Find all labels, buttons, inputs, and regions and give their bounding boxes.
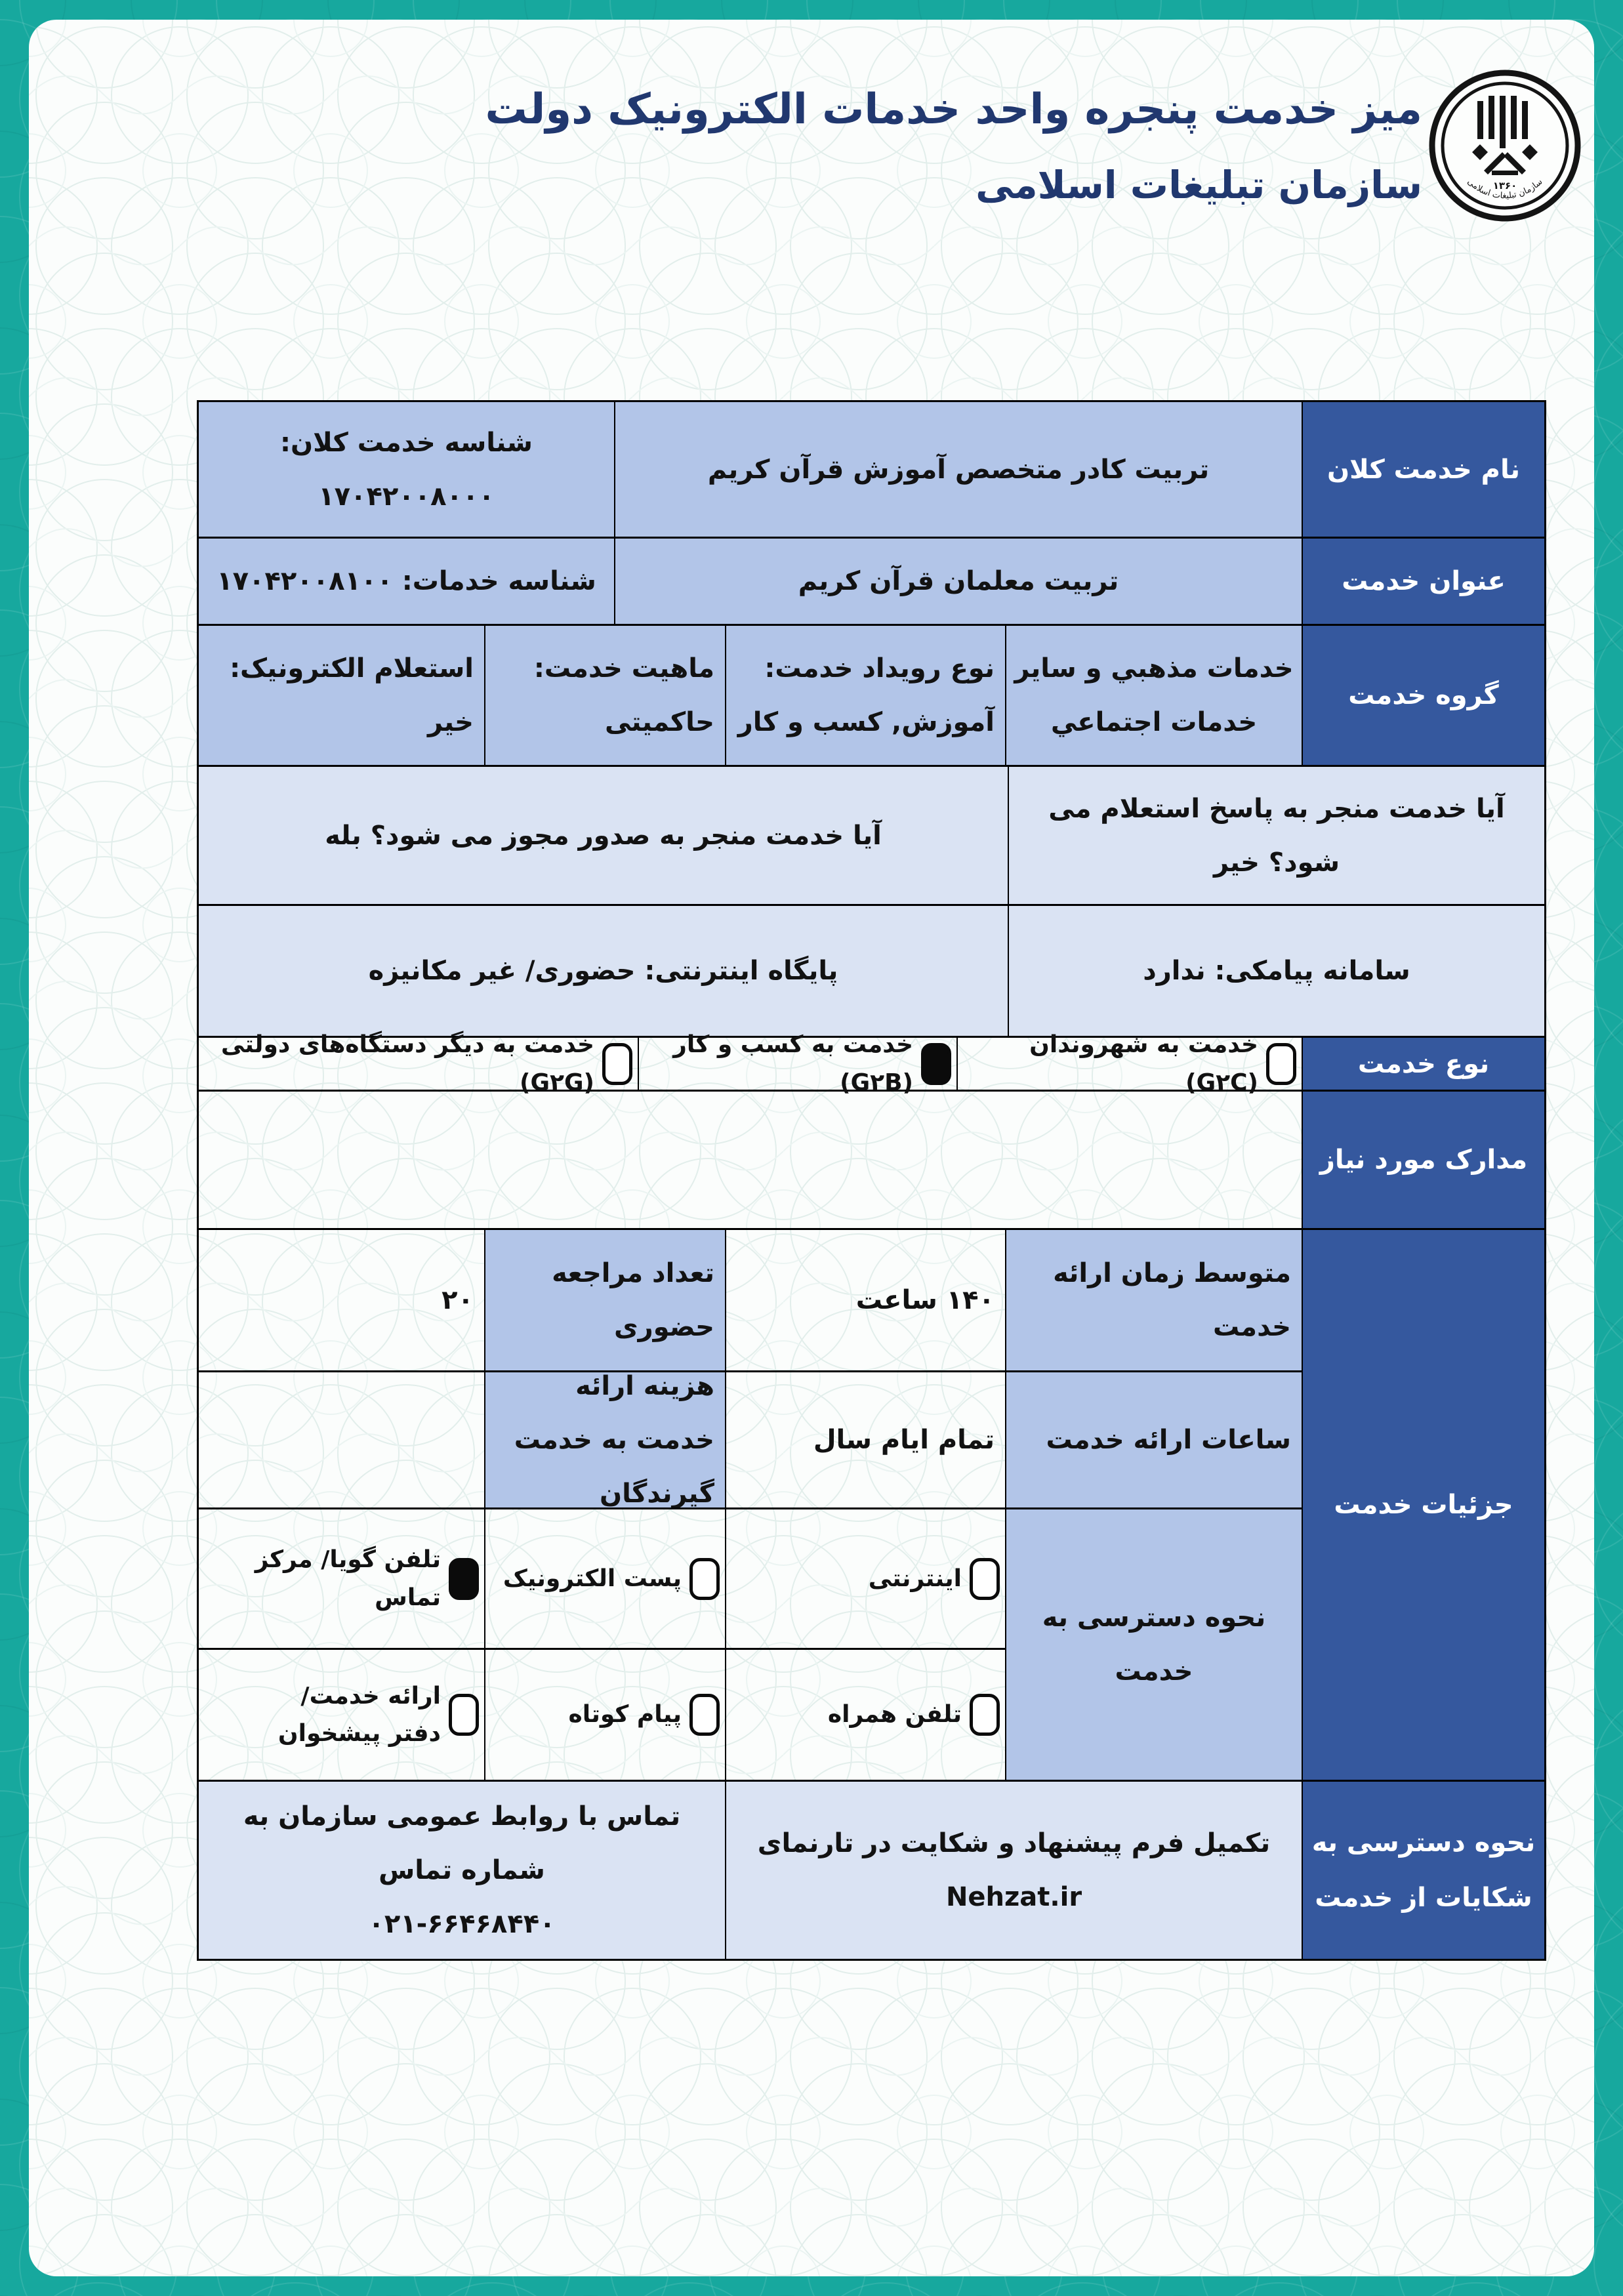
logo-year: ۱۳۶۰ (1492, 180, 1517, 192)
access-row-2 (199, 1648, 1005, 1780)
service-type-header: نوع خدمت (1302, 1038, 1544, 1090)
mobile-checkbox[interactable] (970, 1694, 1000, 1736)
service-details-body (199, 1230, 1302, 1780)
service-details-header: جزئیات خدمت (1302, 1230, 1544, 1780)
avg-time-label: متوسط زمان ارائه خدمت (1005, 1230, 1302, 1370)
service-nature-cell (484, 626, 725, 765)
logo-caption-text: سازمان تبلیغات اسلامی (1465, 176, 1545, 201)
event-type-cell (725, 626, 1005, 765)
channel-email (484, 1509, 725, 1648)
g2c-checkbox[interactable] (1266, 1043, 1296, 1085)
service-nature-label: ماهیت خدمت: (533, 653, 714, 684)
service-table (197, 400, 1546, 1961)
sms-checkbox[interactable] (689, 1694, 720, 1736)
row-service-title (199, 537, 1544, 624)
license-question: آیا خدمت منجر به صدور مجوز می شود؟ بله (199, 767, 1008, 904)
visits-value: ۲۰ (442, 1285, 474, 1315)
e-inquiry-value: خیر (427, 707, 474, 737)
counter-label: ارائه خدمت/ دفتر پیشخوان (277, 1682, 441, 1748)
row-inquiry-questions (199, 765, 1544, 904)
required-documents-header: مدارک مورد نیاز (1302, 1092, 1544, 1228)
row-macro-service (199, 402, 1544, 537)
e-inquiry-label: استعلام الکترونیک: (230, 653, 474, 684)
details-access-block (199, 1507, 1302, 1780)
g2b-checkbox[interactable] (921, 1043, 951, 1085)
channel-sms (484, 1650, 725, 1780)
service-nature-value: حاکمیتی (604, 707, 714, 737)
complaints-web: تکمیل فرم پیشنهاد و شکایت در تارنمای Nehzat.ir (725, 1782, 1302, 1959)
details-row-time (199, 1230, 1302, 1370)
service-group-header: گروه خدمت (1302, 626, 1544, 765)
complaints-phone-number: ۰۲۱-۶۶۴۶۸۴۴۰ (368, 1909, 556, 1939)
details-row-hours (199, 1370, 1302, 1507)
channel-internet (725, 1509, 1005, 1648)
g2g-checkbox[interactable] (602, 1043, 632, 1085)
service-type-g2c (956, 1031, 1302, 1096)
macro-service-name: تربیت کادر متخصص آموزش قرآن کریم (614, 402, 1302, 537)
complaints-phone (199, 1782, 725, 1959)
g2b-label: خدمت به کسب و کار (G۲B) (673, 1031, 913, 1096)
visits-label: تعداد مراجعه حضوری (484, 1230, 725, 1370)
row-sms-web (199, 904, 1544, 1036)
macro-service-id: شناسه خدمت کلان: ۱۷۰۴۲۰۰۸۰۰۰ (199, 402, 614, 537)
complaints-header: نحوه دسترسی به شکایات از خدمت (1302, 1782, 1544, 1959)
row-service-type (199, 1031, 1544, 1096)
channel-mobile (725, 1650, 1005, 1780)
callcenter-label: تلفن گویا/ مرکز تماس (255, 1546, 441, 1611)
macro-service-header: نام خدمت کلان (1302, 402, 1544, 537)
row-required-documents (199, 1090, 1544, 1228)
sms-system: سامانه پیامکی: ندارد (1008, 906, 1544, 1036)
service-title-id: شناسه خدمات: ۱۷۰۴۲۰۰۸۱۰۰ (199, 539, 614, 624)
g2g-label: خدمت به دیگر دستگاه‌های دولتی (G۲G) (220, 1031, 594, 1096)
counter-checkbox[interactable] (449, 1694, 479, 1736)
email-label: پست الکترونیک (503, 1565, 682, 1592)
document-card (29, 20, 1594, 2276)
cost-label: هزینه ارائه خدمت به خدمت گیرندگان (484, 1372, 725, 1507)
required-documents-content (199, 1092, 1302, 1228)
e-inquiry-cell (199, 626, 484, 765)
row-service-details (199, 1228, 1544, 1780)
service-group-value: خدمات مذهبي و سایر خدمات اجتماعي (1005, 626, 1302, 765)
service-title-header: عنوان خدمت (1302, 539, 1544, 624)
mobile-label: تلفن همراه (827, 1701, 962, 1729)
callcenter-checkbox[interactable] (449, 1558, 479, 1600)
internet-label: اینترنتی (868, 1565, 962, 1592)
event-type-value: آموزش, کسب و کار (737, 707, 995, 737)
access-rows (199, 1509, 1005, 1780)
channel-counter (199, 1650, 484, 1780)
page-titles (485, 85, 1422, 207)
avg-time-value: ۱۴۰ ساعت (725, 1230, 1005, 1370)
inquiry-question: آیا خدمت منجر به پاسخ استعلام می شود؟ خیر (1008, 767, 1544, 904)
page-title: میز خدمت پنجره واحد خدمات الکترونیک دولت (485, 85, 1422, 134)
event-type-label: نوع رویداد خدمت: (764, 653, 995, 684)
row-complaints (199, 1780, 1544, 1959)
service-type-g2g (199, 1031, 638, 1096)
page-subtitle: سازمان تبلیغات اسلامی (976, 163, 1422, 207)
sms-label: پیام کوتاه (568, 1701, 682, 1729)
hours-label: ساعات ارائه خدمت (1005, 1372, 1302, 1507)
complaints-phone-text: تماس با روابط عمومی سازمان به شماره تماس (243, 1801, 681, 1885)
g2c-label: خدمت به شهروندان (G۲C) (1029, 1031, 1258, 1096)
web-portal: پایگاه اینترنتی: حضوری/ غیر مکانیزه (199, 906, 1008, 1036)
organization-logo (1426, 67, 1584, 224)
cost-value (199, 1372, 484, 1507)
email-checkbox[interactable] (689, 1558, 720, 1600)
channel-callcenter (199, 1509, 484, 1648)
access-row-1 (199, 1509, 1005, 1648)
hours-value: تمام ایام سال (725, 1372, 1005, 1507)
row-service-group (199, 624, 1544, 765)
service-title-name: تربیت معلمان قرآن کریم (614, 539, 1302, 624)
service-type-g2b (638, 1031, 956, 1096)
access-label: نحوه دسترسی به خدمت (1005, 1509, 1302, 1780)
internet-checkbox[interactable] (970, 1558, 1000, 1600)
